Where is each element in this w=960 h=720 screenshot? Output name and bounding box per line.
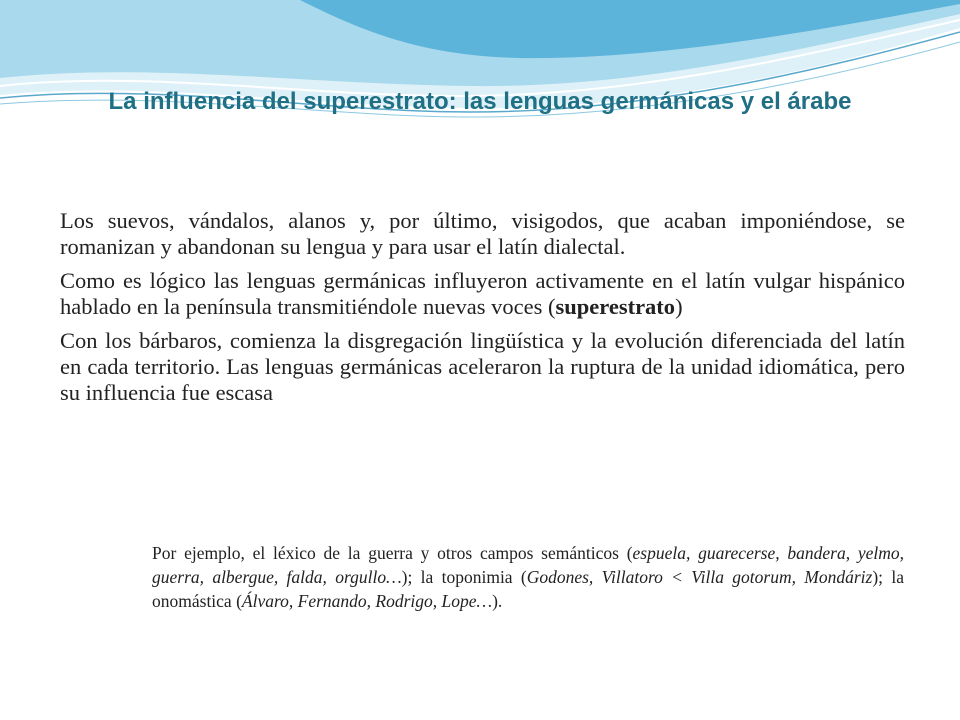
- paragraph-2-end: ): [675, 294, 683, 319]
- superestrato-term: superestrato: [555, 294, 676, 319]
- paragraph-2: [60, 268, 905, 320]
- example-words: espuela, guarecerse, bandera, yelmo, guerra, albergue, falda, orgullo…: [152, 543, 905, 587]
- paragraph-3: Con los bárbaros, comienza la disgregación lingüística y la evolución diferenciada del latín en cada territorio. Las lenguas germánicas aceleraron la ruptura de la unidad idiomática, pero su influencia fue escasa: [60, 328, 905, 405]
- example-places: Godones, Villatoro < Villa gotorum, Mondáriz: [526, 567, 873, 587]
- example-mid-2: ); la onomástica (: [152, 567, 904, 611]
- example-lead: Por ejemplo, el léxico de la guerra y otros campos semánticos (: [152, 543, 633, 563]
- paragraph-1: Los suevos, vándalos, alanos y, por último, visigodos, que acaban imponiéndose, se romanizan y abandonan su lengua y para usar el latín dialectal.: [60, 208, 905, 259]
- example-mid-1: ); la toponimia (: [401, 567, 527, 587]
- example-names: Álvaro, Fernando, Rodrigo, Lope…: [241, 591, 493, 611]
- example-end: ).: [492, 591, 503, 611]
- body-text: [60, 208, 905, 414]
- slide-title: La influencia del superestrato: las lenguas germánicas y el árabe: [108, 88, 852, 115]
- paragraph-2-lead: Como es lógico las lenguas germánicas influyeron activamente en el latín vulgar hispánico hablado en la península transmitiéndole nuevas voces (: [60, 268, 905, 319]
- example-paragraph: [152, 541, 904, 613]
